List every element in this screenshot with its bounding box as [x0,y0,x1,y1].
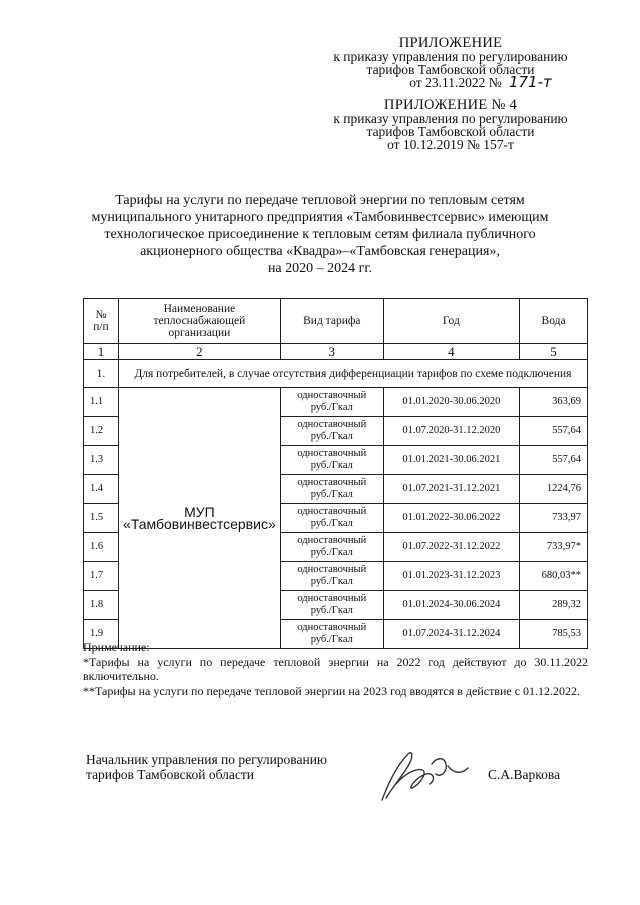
column-number: 4 [383,344,519,360]
notes-heading: Примечание: [83,640,150,654]
tariff-type-line-2: руб./Гкал [310,518,353,529]
notes-block [83,640,588,698]
period-cell: 01.01.2024-30.06.2024 [383,591,519,620]
tariff-type-line-1: одноставочный [297,593,367,604]
handwritten-signature [374,744,474,808]
header-organization-line-3: организации [168,327,231,339]
tariff-type-cell [280,591,383,620]
appendix-line-2: тарифов Тамбовской области [366,62,535,77]
value-cell: 289,32 [520,591,588,620]
period-cell: 01.07.2024-31.12.2024 [383,620,519,649]
header-organization-line-1: Наименование [163,303,236,315]
appendix-order-line [313,73,588,91]
appendix-header [313,37,588,89]
period-cell: 01.01.2022-30.06.2022 [383,504,519,533]
tariff-type-cell [280,504,383,533]
tariff-type-line-1: одноставочный [297,622,367,633]
tariff-type-line-2: руб./Гкал [310,489,353,500]
column-number-row [84,344,588,360]
group-number: 1. [84,360,119,388]
note-2: **Тарифы на услуги по передаче тепловой энергии на 2023 год вводятся в действие с 01.12.2022. [83,683,581,698]
title-line-1: Тарифы на услуги по передаче тепловой энергии по тепловым сетям [115,193,525,208]
value-cell: 557,64 [520,417,588,446]
period-cell: 01.07.2020-31.12.2020 [383,417,519,446]
tariff-type-line-2: руб./Гкал [310,605,353,616]
appendix-line-1: к приказу управления по регулированию [333,49,568,64]
row-number: 1.7 [84,562,119,591]
title-line-3: технологическое присоединение к тепловым сетям филиала публичного [104,227,536,242]
period-cell: 01.01.2020-30.06.2020 [383,388,519,417]
appendix-4-line-1: к приказу управления по регулированию [333,111,568,126]
tariff-type-line-2: руб./Гкал [310,460,353,471]
header-number-line-1: № [95,309,107,321]
header-water: Вода [520,299,588,344]
value-cell: 785,53 [520,620,588,649]
title-line-4: акционерного общества «Квадра»–«Тамбовская генерация», [140,244,500,259]
table-header-row [84,299,588,344]
tariff-type-line-2: руб./Гкал [310,634,353,645]
organization-cell [118,388,280,649]
tariff-type-line-2: руб./Гкал [310,431,353,442]
column-number: 3 [280,344,383,360]
appendix-4-title: ПРИЛОЖЕНИЕ № 4 [383,97,518,113]
row-number: 1.5 [84,504,119,533]
position-line-1: Начальник управления по регулированию [86,752,328,767]
tariff-type-line-2: руб./Гкал [310,547,353,558]
organization-line-2: «Тамбовинвестсервис» [123,516,276,532]
tariff-type-cell [280,388,383,417]
value-cell: 557,64 [520,446,588,475]
tariff-type-line-1: одноставочный [297,448,367,459]
signatory-name: С.А.Варкова [488,767,561,782]
title-line-5: на 2020 – 2024 гг. [267,261,373,276]
table-row [84,388,588,417]
tariff-type-line-1: одноставочный [297,419,367,430]
row-number: 1.3 [84,446,119,475]
header-number-line-2: п/п [93,321,109,333]
tariff-type-cell [280,475,383,504]
tariff-type-line-2: руб./Гкал [310,402,353,413]
tariff-type-line-1: одноставочный [297,506,367,517]
appendix-4-line-3: от 10.12.2019 № 157-т [387,137,514,152]
organization-line-1: МУП [184,504,215,520]
position-line-2: тарифов Тамбовской области [86,767,254,782]
header-organization [118,299,280,344]
row-number: 1.9 [84,620,119,649]
tariff-type-cell [280,446,383,475]
value-cell: 1224,76 [520,475,588,504]
appendix-4-line-2: тарифов Тамбовской области [366,124,535,139]
header-number [84,299,119,344]
period-cell: 01.01.2023-31.12.2023 [383,562,519,591]
column-number: 1 [84,344,119,360]
tariff-type-line-1: одноставочный [297,564,367,575]
period-cell: 01.01.2021-30.06.2021 [383,446,519,475]
handwritten-order-number: 171-т [508,73,552,91]
period-cell: 01.07.2022-31.12.2022 [383,533,519,562]
tariff-type-line-1: одноставочный [297,390,367,401]
header-organization-line-2: теплоснабжающей [153,315,246,327]
row-number: 1.2 [84,417,119,446]
tariff-type-cell [280,562,383,591]
tariff-type-line-1: одноставочный [297,535,367,546]
row-number: 1.8 [84,591,119,620]
column-number: 2 [118,344,280,360]
tariff-table [83,298,588,649]
header-tariff-type: Вид тарифа [280,299,383,344]
signatory-position [86,752,366,782]
tariff-type-cell [280,417,383,446]
tariff-type-cell [280,533,383,562]
column-number: 5 [520,344,588,360]
appendix-order-date: от 23.11.2022 № [409,75,502,90]
value-cell: 733,97 [520,504,588,533]
header-year: Год [383,299,519,344]
group-description: Для потребителей, в случае отсутствия дифференциации тарифов по схеме подключения [118,360,587,388]
row-number: 1.6 [84,533,119,562]
document-title [72,192,568,277]
appendix-title: ПРИЛОЖЕНИЕ [398,35,503,51]
tariff-type-line-2: руб./Гкал [310,576,353,587]
period-cell: 01.07.2021-31.12.2021 [383,475,519,504]
value-cell: 363,69 [520,388,588,417]
title-line-2: муниципального унитарного предприятия «Тамбовинвестсервис» имеющим [91,210,549,225]
note-1: *Тарифы на услуги по передаче тепловой энергии на 2022 год действуют до 30.11.2022 включительно. [83,654,588,683]
appendix-4-header [313,99,588,151]
value-cell: 680,03** [520,562,588,591]
row-number: 1.4 [84,475,119,504]
value-cell: 733,97* [520,533,588,562]
group-row [84,360,588,388]
tariff-type-line-1: одноставочный [297,477,367,488]
row-number: 1.1 [84,388,119,417]
